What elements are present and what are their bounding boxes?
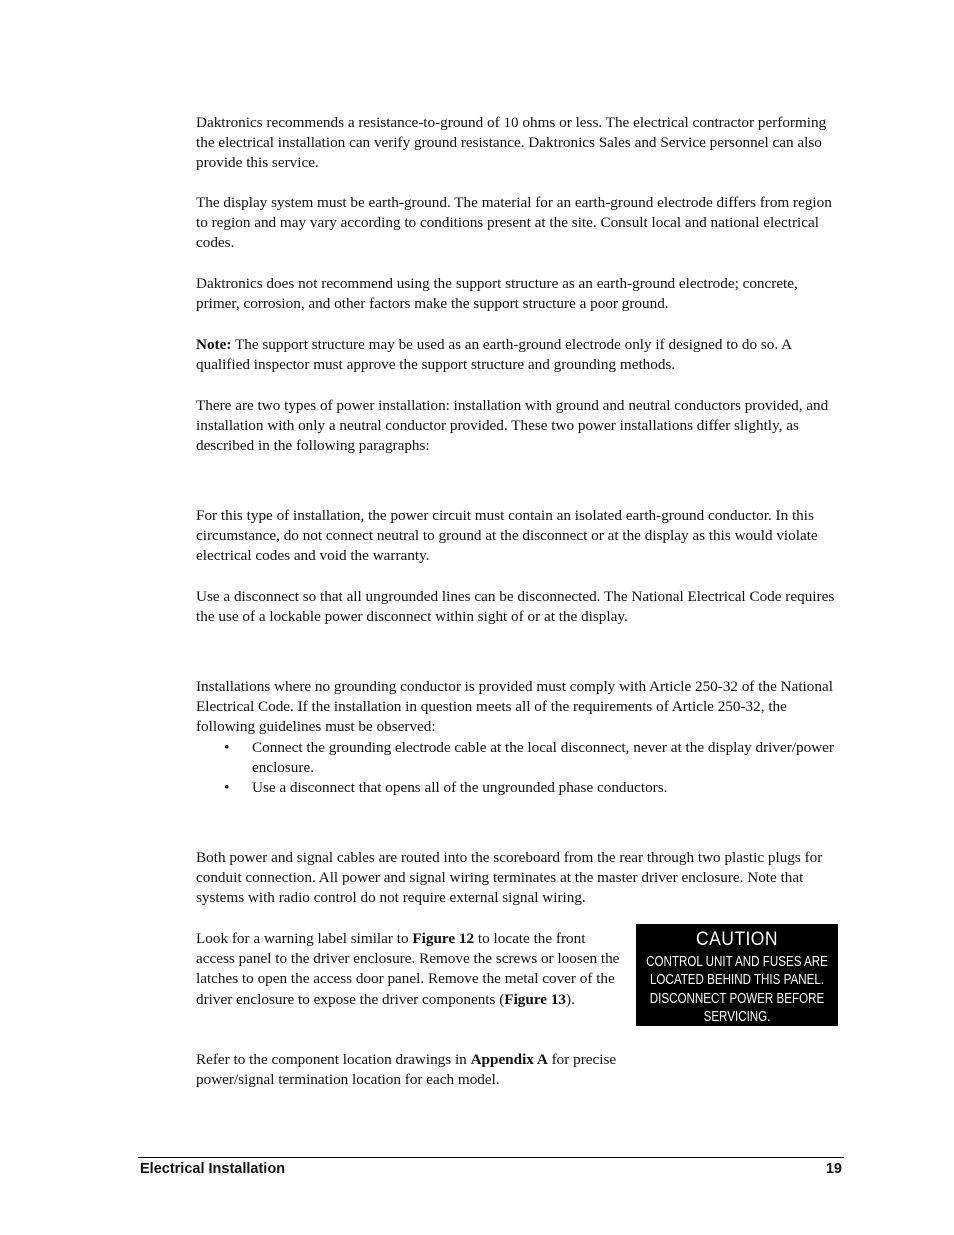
text-run: for precise power/signal termination location for each model. xyxy=(196,1051,617,1089)
text-run: Refer to the component location drawings in xyxy=(196,1051,471,1068)
note-text: The support structure may be used as an earth-ground electrode only if designed to do so. A qualified inspector must approve the support structure and grounding methods. xyxy=(196,336,792,374)
paragraph-note xyxy=(196,335,838,375)
caution-line: CONTROL UNIT AND FUSES ARE xyxy=(646,954,828,970)
text-run: ). xyxy=(566,990,575,1008)
list-item xyxy=(196,778,838,798)
paragraph-warning-label xyxy=(196,929,621,1010)
caution-line: LOCATED BEHIND THIS PANEL. xyxy=(649,972,825,989)
note-label: Note: xyxy=(196,336,232,353)
page-number: 19 xyxy=(825,1161,842,1177)
paragraph-ground-resistance: Daktronics recommends a resistance-to-ground of 10 ohms or less. The electrical contractor performing the electrical installation can verify ground resistance. Daktronics Sales and Service personnel can also provide this service. xyxy=(196,114,827,172)
paragraph-disconnect: Use a disconnect so that all ungrounded lines can be disconnected. The National Electrical Code requires the use of a lockable power disconnect within sight of or at the display. xyxy=(196,588,835,626)
bullet-marker: • xyxy=(224,779,230,797)
paragraph-support-structure: Daktronics does not recommend using the support structure as an earth-ground electrode; concrete, primer, corrosion, and other factors make the support structure a poor ground. xyxy=(196,275,798,313)
text-run: to locate the front access panel to the driver enclosure. Remove the screws or loosen the latches to open the access door panel. Remove the metal cover of the driver enclosure to expose the driver components ( xyxy=(196,930,620,1008)
text-run: Look for a warning label similar to xyxy=(196,930,413,947)
caution-warning-label xyxy=(636,924,838,1026)
list-item-text: Use a disconnect that opens all of the ungrounded phase conductors. xyxy=(252,779,668,797)
footer-section-title: Electrical Installation xyxy=(140,1161,286,1177)
bullet-marker: • xyxy=(224,739,230,756)
paragraph-isolated-ground: For this type of installation, the power circuit must contain an isolated earth-ground conductor. In this circumstance, do not connect neutral to ground at the disconnect or at the display as this would violate electrical codes and void the warranty. xyxy=(196,507,818,565)
paragraph-article-250-32: Installations where no grounding conductor is provided must comply with Article 250-32 of the National Electrical Code. If the installation in question meets all of the requirements of Article 250-32, the following guidelines must be observed: xyxy=(196,678,833,736)
guidelines-list xyxy=(196,738,838,799)
caution-line: SERVICING. xyxy=(703,1009,771,1026)
appendix-a-ref: Appendix A xyxy=(470,1051,548,1068)
figure-12-ref: Figure 12 xyxy=(412,930,475,947)
caution-body xyxy=(637,953,837,1027)
paragraph-appendix-reference xyxy=(196,1050,621,1090)
paragraph-cable-routing: Both power and signal cables are routed into the scoreboard from the rear through two plastic plugs for conduit connection. All power and signal wiring terminates at the master driver enclosure. Note that systems with radio control do not require external signal wiring. xyxy=(196,849,823,907)
caution-title: CAUTION xyxy=(696,929,778,950)
paragraph-power-types: There are two types of power installation: installation with ground and neutral conductors provided, and installation with only a neutral conductor provided. These two power installations differ slightly, as described in the following paragraphs: xyxy=(196,397,829,455)
caution-line: DISCONNECT POWER BEFORE xyxy=(649,990,825,1007)
figure-13-ref: Figure 13 xyxy=(504,990,567,1008)
list-item-text: Connect the grounding electrode cable at the local disconnect, never at the display driver/power enclosure. xyxy=(252,739,834,777)
paragraph-earth-ground: The display system must be earth-ground. The material for an earth-ground electrode differs from region to region and may vary according to conditions present at the site. Consult local and national electrical codes. xyxy=(196,194,832,252)
list-item xyxy=(196,738,838,778)
footer-divider xyxy=(138,1157,844,1158)
